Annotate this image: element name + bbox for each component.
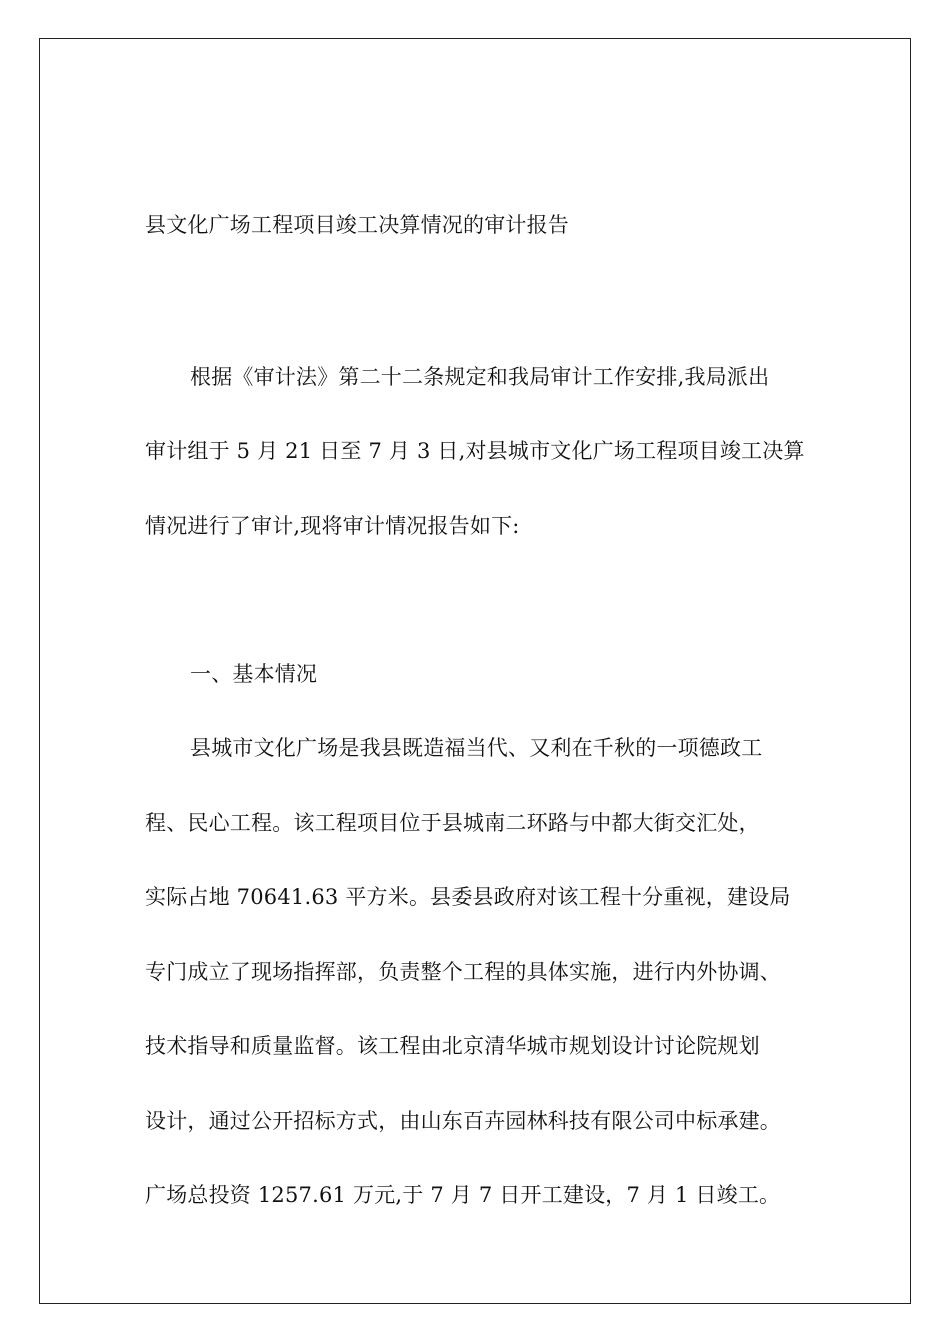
body-line-5: 技术指导和质量监督。该工程由北京清华城市规划设计讨论院规划 [145, 1034, 760, 1058]
intro-line-1: 根据《审计法》第二十二条规定和我局审计工作安排,我局派出 [190, 365, 770, 389]
body-line-7: 广场总投资 1257.61 万元,于 7 月 7 日开工建设，7 月 1 日竣工。 [145, 1183, 781, 1207]
section-heading: 一、基本情况 [190, 662, 318, 686]
body-line-6: 设计，通过公开招标方式，由山东百卉园林科技有限公司中标承建。 [145, 1109, 781, 1133]
intro-line-3: 情况进行了审计,现将审计情况报告如下: [145, 514, 520, 538]
body-line-1: 县城市文化广场是我县既造福当代、又利在千秋的一项德政工 [190, 736, 763, 760]
body-line-3: 实际占地 70641.63 平方米。县委县政府对该工程十分重视，建设局 [145, 885, 791, 909]
body-line-2: 程、民心工程。该工程项目位于县城南二环路与中都大街交汇处， [145, 811, 760, 835]
intro-line-2: 审计组于 5 月 21 日至 7 月 3 日,对县城市文化广场工程项目竣工决算 [145, 439, 805, 463]
body-line-4: 专门成立了现场指挥部，负责整个工程的具体实施，进行内外协调、 [145, 960, 781, 984]
document-title: 县文化广场工程项目竣工决算情况的审计报告 [145, 213, 569, 237]
